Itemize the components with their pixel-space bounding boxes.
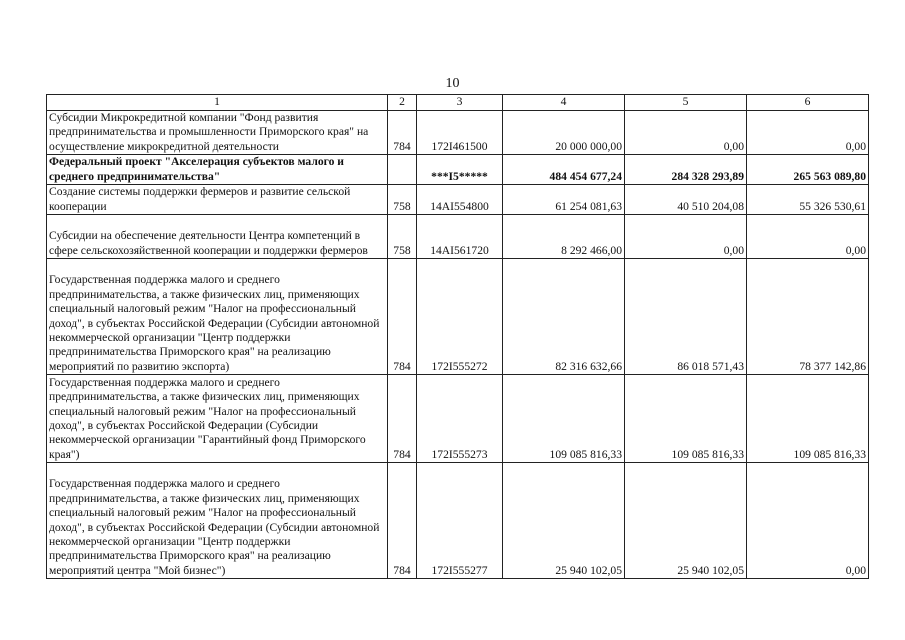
table-row <box>47 185 869 215</box>
row-target-code: 172I555273 <box>417 375 503 463</box>
row-value-year2: 86 018 571,43 <box>625 259 747 375</box>
row-target-code: 172I461500 <box>417 111 503 155</box>
row-name: Государственная поддержка малого и среднего предпринимательства, а также физических лиц, применяющих специальный налоговый режим "Налог на профессиональный доход", в субъектах Российской Федерации (Субсидии автономной некоммерческой организации "Центр поддержки предпринимательства Приморского края" на реализацию мероприятий центра "Мой бизнес") <box>47 463 388 579</box>
row-value-year3: 265 563 089,80 <box>747 155 869 185</box>
row-target-code: 14AI561720 <box>417 215 503 259</box>
row-value-year3: 0,00 <box>747 215 869 259</box>
row-value-year1: 61 254 081,63 <box>503 185 625 215</box>
row-value-year2: 0,00 <box>625 111 747 155</box>
table-row-total <box>47 155 869 185</box>
row-grbs-code: 784 <box>388 259 417 375</box>
row-grbs-code: 758 <box>388 215 417 259</box>
column-header: 1 <box>47 95 388 111</box>
budget-table <box>46 94 869 579</box>
row-grbs-code: 758 <box>388 185 417 215</box>
row-value-year1: 109 085 816,33 <box>503 375 625 463</box>
column-header: 4 <box>503 95 625 111</box>
row-value-year2: 284 328 293,89 <box>625 155 747 185</box>
table-row <box>47 215 869 259</box>
row-value-year3: 109 085 816,33 <box>747 375 869 463</box>
row-value-year2: 25 940 102,05 <box>625 463 747 579</box>
row-value-year1: 82 316 632,66 <box>503 259 625 375</box>
table-row <box>47 463 869 579</box>
row-value-year3: 0,00 <box>747 463 869 579</box>
column-header: 3 <box>417 95 503 111</box>
row-name: Государственная поддержка малого и среднего предпринимательства, а также физических лиц, применяющих специальный налоговый режим "Налог на профессиональный доход", в субъектах Российской Федерации (Субсидии автономной некоммерческой организации "Центр поддержки предпринимательства Приморского края" на реализацию мероприятий по развитию экспорта) <box>47 259 388 375</box>
table-row <box>47 375 869 463</box>
row-value-year1: 20 000 000,00 <box>503 111 625 155</box>
row-name: Субсидии на обеспечение деятельности Центра компетенций в сфере сельскохозяйственной кооперации и поддержки фермеров <box>47 215 388 259</box>
row-value-year1: 484 454 677,24 <box>503 155 625 185</box>
row-value-year1: 8 292 466,00 <box>503 215 625 259</box>
row-target-code: 172I555277 <box>417 463 503 579</box>
row-value-year1: 25 940 102,05 <box>503 463 625 579</box>
table-row <box>47 111 869 155</box>
row-grbs-code: 784 <box>388 375 417 463</box>
table-row <box>47 259 869 375</box>
column-header: 5 <box>625 95 747 111</box>
row-value-year2: 0,00 <box>625 215 747 259</box>
row-grbs-code: 784 <box>388 111 417 155</box>
row-value-year3: 78 377 142,86 <box>747 259 869 375</box>
row-value-year3: 55 326 530,61 <box>747 185 869 215</box>
row-name: Создание системы поддержки фермеров и развитие сельской кооперации <box>47 185 388 215</box>
row-target-code: ***I5***** <box>417 155 503 185</box>
row-name: Государственная поддержка малого и среднего предпринимательства, а также физических лиц, применяющих специальный налоговый режим "Налог на профессиональный доход", в субъектах Российской Федерации (Субсидии некоммерческой организации "Гарантийный фонд Приморского края") <box>47 375 388 463</box>
row-value-year3: 0,00 <box>747 111 869 155</box>
row-name: Субсидии Микрокредитной компании "Фонд развития предпринимательства и промышленности Приморского края" на осуществление микрокредитной деятельности <box>47 111 388 155</box>
row-name: Федеральный проект "Акселерация субъектов малого и среднего предпринимательства" <box>47 155 388 185</box>
row-grbs-code <box>388 155 417 185</box>
row-value-year2: 40 510 204,08 <box>625 185 747 215</box>
row-target-code: 14AI554800 <box>417 185 503 215</box>
row-value-year2: 109 085 816,33 <box>625 375 747 463</box>
column-header: 2 <box>388 95 417 111</box>
row-target-code: 172I555272 <box>417 259 503 375</box>
page-number: 10 <box>445 76 460 91</box>
column-number-row <box>47 95 869 111</box>
row-grbs-code: 784 <box>388 463 417 579</box>
column-header: 6 <box>747 95 869 111</box>
